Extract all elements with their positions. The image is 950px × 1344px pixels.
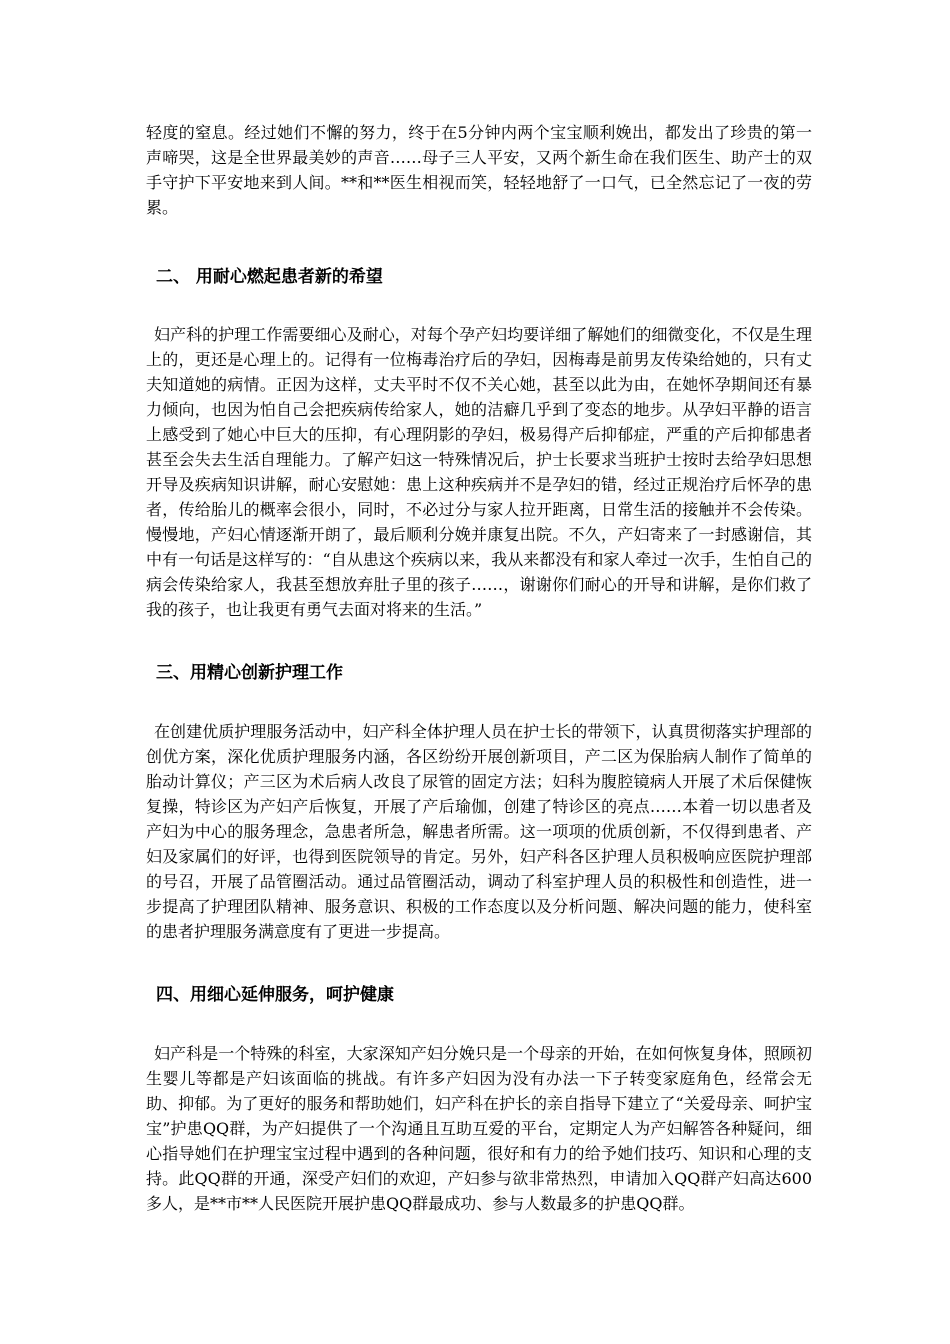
section-heading-4: 四、用细心延伸服务，呵护健康 <box>156 985 394 1005</box>
document-body <box>146 120 812 1216</box>
paragraph-2: 妇产科的护理工作需要细心及耐心，对每个孕产妇均要详细了解她们的细微变化，不仅是生理上的，更还是心理上的。记得有一位梅毒治疗后的孕妇，因梅毒是前男友传染给她的，只有丈夫知道她的病情。正因为这样，丈夫平时不仅不关心她，甚至以此为由，在她怀孕期间还有暴力倾向，也因为怕自己会把疾病传给家人，她的洁癖几乎到了变态的地步。从孕妇平静的语言上感受到了她心中巨大的压抑，有心理阴影的孕妇，极易得产后抑郁症，严重的产后抑郁患者甚至会失去生活自理能力。了解产妇这一特殊情况后，护士长要求当班护士按时去给孕妇思想开导及疾病知识讲解，耐心安慰她：患上这种疾病并不是孕妇的错，经过正规治疗后怀孕的患者，传给胎儿的概率会很小，同时，不必过分与家人拉开距离，日常生活的接触并不会传染。慢慢地，产妇心情逐渐开朗了，最后顺利分娩并康复出院。不久，产妇寄来了一封感谢信，其中有一句话是这样写的：“自从患这个疾病以来，我从来都没有和家人牵过一次手，生怕自己的病会传染给家人，我甚至想放弃肚子里的孩子……，谢谢你们耐心的开导和讲解，是你们救了我的孩子，也让我更有勇气去面对将来的生活。” <box>146 325 812 619</box>
section-heading-3: 三、用精心创新护理工作 <box>156 663 343 683</box>
paragraph-4: 妇产科是一个特殊的科室，大家深知产妇分娩只是一个母亲的开始，在如何恢复身体，照顾初生婴儿等都是产妇该面临的挑战。有许多产妇因为没有办法一下子转变家庭角色，经常会无助、抑郁。为了更好的服务和帮助她们，妇产科在护长的亲自指导下建立了“关爱母亲、呵护宝宝”护患QQ群，为产妇提供了一个沟通且互助互爱的平台，定期定人为产妇解答各种疑问，细心指导她们在护理宝宝过程中遇到的各种问题，很好和有力的给予她们技巧、知识和心理的支持。此QQ群的开通，深受产妇们的欢迎，产妇参与欲非常热烈，申请加入QQ群产妇高达600多人，是**市**人民医院开展护患QQ群最成功、参与人数最多的护患QQ群。 <box>146 1044 812 1213</box>
paragraph-1: 轻度的窒息。经过她们不懈的努力，终于在5分钟内两个宝宝顺利娩出，都发出了珍贵的第一声啼哭，这是全世界最美妙的声音……母子三人平安，又两个新生命在我们医生、助产士的双手守护下平安地来到人间。**和**医生相视而笑，轻轻地舒了一口气，已全然忘记了一夜的劳累。 <box>146 123 812 217</box>
paragraph-3: 在创建优质护理服务活动中，妇产科全体护理人员在护士长的带领下，认真贯彻落实护理部的创优方案，深化优质护理服务内涵，各区纷纷开展创新项目，产二区为保胎病人制作了简单的胎动计算仪；产三区为术后病人改良了尿管的固定方法；妇科为腹腔镜病人开展了术后保健恢复操，特诊区为产妇产后恢复，开展了产后瑜伽，创建了特诊区的亮点……本着一切以患者及产妇为中心的服务理念，急患者所急，解患者所需。这一项项的优质创新，不仅得到患者、产妇及家属们的好评，也得到医院领导的肯定。另外，妇产科各区护理人员积极响应医院护理部的号召，开展了品管圈活动。通过品管圈活动，调动了科室护理人员的积极性和创造性，进一步提高了护理团队精神、服务意识、积极的工作态度以及分析问题、解决问题的能力，使科室的患者护理服务满意度有了更进一步提高。 <box>146 722 812 941</box>
section-heading-2: 二、 用耐心燃起患者新的希望 <box>156 267 383 287</box>
